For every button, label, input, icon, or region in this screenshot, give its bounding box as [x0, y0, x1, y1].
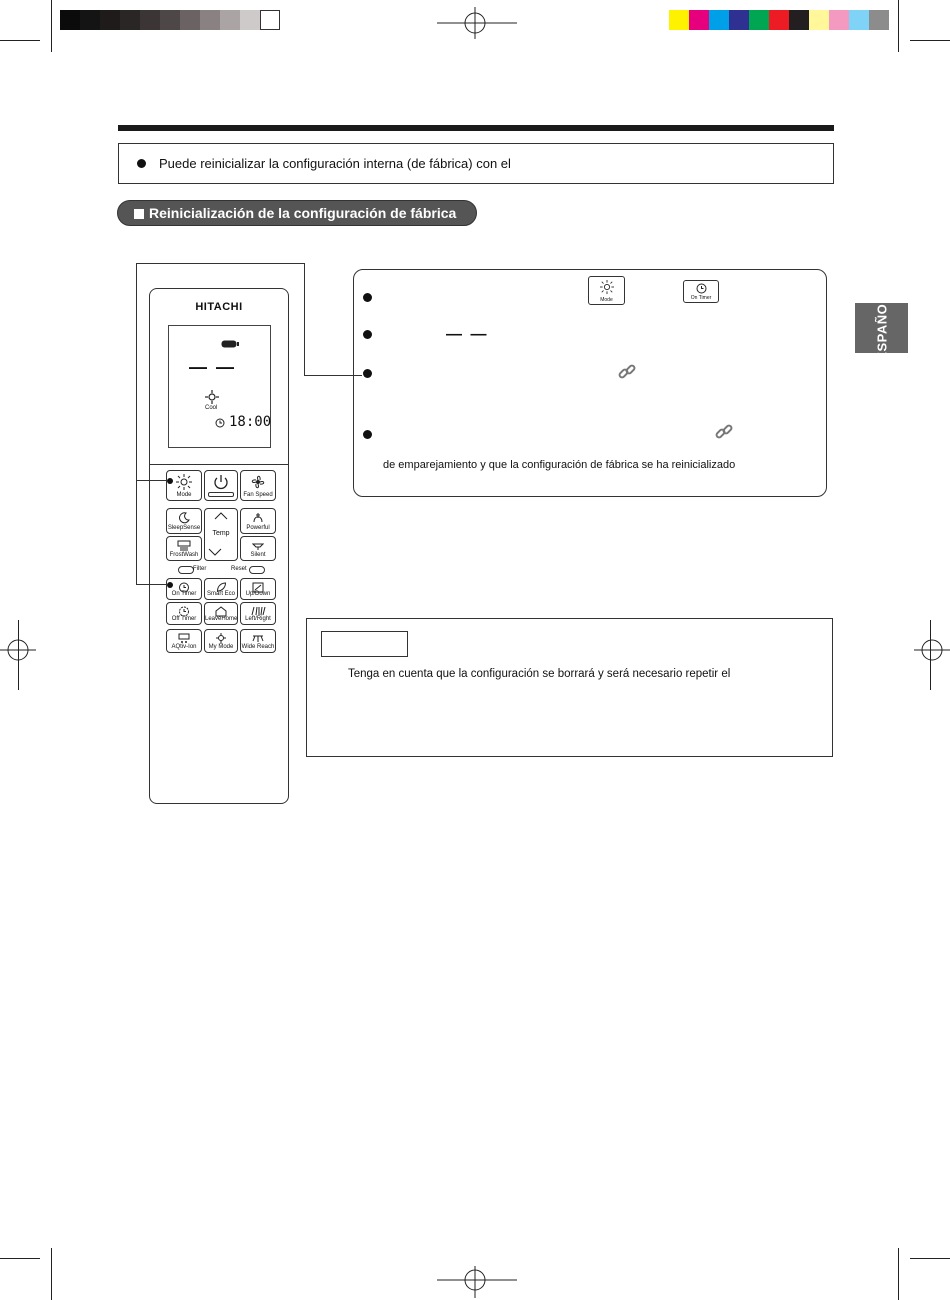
bullet-icon	[363, 430, 372, 439]
cool-mode-icon	[205, 390, 219, 404]
powerful-label: Powerful	[246, 525, 270, 531]
timer-icon	[696, 283, 707, 294]
connector-line	[136, 263, 304, 264]
louver-lr-icon	[250, 606, 266, 616]
my-mode-button[interactable]	[204, 629, 238, 653]
link-icon	[714, 422, 734, 442]
left-right-button[interactable]	[240, 602, 276, 625]
gray-swatch	[220, 10, 240, 30]
up-down-label: Up/Down	[245, 591, 271, 597]
section-title	[117, 200, 477, 226]
registration-target-icon	[437, 7, 517, 39]
aqtiv-ion-button[interactable]	[166, 629, 202, 653]
wide-reach-icon	[251, 633, 265, 644]
remote-display	[168, 325, 271, 448]
mode-key-label: Mode	[600, 297, 613, 303]
gray-swatch	[260, 10, 280, 30]
power-bar	[208, 492, 234, 497]
color-swatch	[669, 10, 689, 30]
info-text: Puede reinicializar la configuración interna (de fábrica) con el	[159, 156, 511, 171]
reset-button[interactable]	[249, 566, 265, 574]
wide-reach-button[interactable]	[240, 629, 276, 653]
note-label-box	[321, 631, 408, 657]
leave-home-button[interactable]	[204, 602, 238, 625]
color-swatch	[789, 10, 809, 30]
bullet-icon	[167, 582, 173, 588]
connector-line	[304, 263, 305, 375]
mode-key-icon	[588, 276, 625, 305]
frost-wash-button[interactable]	[166, 536, 202, 561]
color-swatch	[689, 10, 709, 30]
on-timer-key-label: On Timer	[690, 295, 712, 301]
ion-icon	[178, 633, 190, 644]
dash-symbol: — —	[446, 326, 489, 343]
square-icon	[134, 209, 144, 219]
frost-wash-icon	[177, 540, 191, 551]
mode-button[interactable]	[166, 470, 202, 501]
connector-line	[136, 263, 137, 584]
moon-icon	[178, 512, 190, 524]
color-swatch	[869, 10, 889, 30]
display-mode-text: Cool	[205, 405, 218, 411]
sleep-sense-label: SleepSense	[167, 525, 201, 531]
remote-control	[149, 288, 289, 804]
gray-swatch	[60, 10, 80, 30]
color-swatch	[769, 10, 789, 30]
filter-label: Filter	[193, 566, 207, 572]
silent-icon	[252, 540, 264, 551]
gray-swatch	[80, 10, 100, 30]
battery-icon	[221, 340, 239, 348]
fan-icon	[250, 474, 266, 490]
crop-mark	[898, 1248, 899, 1300]
note-box	[306, 618, 833, 757]
gray-swatch	[160, 10, 180, 30]
fan-speed-button[interactable]	[240, 470, 276, 501]
section-title-text: Reinicialización de la configuración de fábrica	[149, 205, 457, 221]
on-timer-key-icon	[683, 280, 719, 303]
clock-icon	[215, 418, 225, 428]
mode-label: Mode	[176, 492, 192, 498]
off-timer-button[interactable]	[166, 602, 202, 625]
sleep-sense-button[interactable]	[166, 508, 202, 534]
off-timer-label: Off Timer	[171, 616, 197, 622]
gray-swatch	[100, 10, 120, 30]
bullet-icon	[363, 293, 372, 302]
aqtiv-ion-label: AQtiv-Ion	[171, 644, 197, 650]
crop-mark	[898, 0, 899, 52]
section-rule	[118, 125, 834, 131]
leave-home-label: LeaveHome	[205, 616, 238, 622]
up-down-button[interactable]	[240, 578, 276, 600]
fan-speed-label: Fan Speed	[243, 492, 273, 498]
crop-mark	[0, 1258, 40, 1259]
temp-label: Temp	[212, 530, 230, 537]
color-swatch	[729, 10, 749, 30]
gray-swatch	[240, 10, 260, 30]
bullet-icon	[137, 159, 146, 168]
reset-label: Reset	[231, 566, 247, 572]
registration-target-icon	[914, 634, 950, 666]
power-button[interactable]	[204, 470, 238, 501]
wide-reach-label: Wide Reach	[241, 644, 275, 650]
filter-button[interactable]	[178, 566, 194, 574]
chevron-up-icon	[214, 512, 228, 520]
silent-label: Silent	[250, 552, 266, 558]
smart-eco-label: Smart Eco	[206, 591, 235, 597]
sun-icon	[176, 474, 192, 490]
registration-target-icon	[0, 634, 36, 666]
color-swatch	[809, 10, 829, 30]
display-dash: — —	[189, 357, 237, 377]
gray-swatch	[120, 10, 140, 30]
on-timer-label: On Timer	[171, 591, 197, 597]
bullet-icon	[363, 369, 372, 378]
gray-swatch	[200, 10, 220, 30]
color-swatch	[749, 10, 769, 30]
crop-mark	[910, 40, 950, 41]
crop-mark	[0, 40, 40, 41]
registration-target-icon	[437, 1266, 517, 1298]
note-text: Tenga en cuenta que la configuración se borrará y será necesario repetir el	[348, 668, 731, 680]
temp-button[interactable]	[204, 508, 238, 561]
left-right-label: Left/Right	[245, 616, 271, 622]
callout-text-line: de emparejamiento y que la configuración de fábrica se ha reinicializado	[383, 459, 736, 471]
frost-wash-label: FrostWash	[169, 552, 199, 558]
color-swatch	[709, 10, 729, 30]
bullet-icon	[167, 478, 173, 484]
link-icon	[617, 362, 637, 382]
crop-mark	[51, 1248, 52, 1300]
instruction-callout	[353, 269, 827, 497]
language-tab-label: ESPAÑOL	[874, 295, 889, 361]
my-mode-icon	[215, 633, 227, 644]
crop-mark	[910, 1258, 950, 1259]
powerful-icon	[252, 512, 264, 524]
display-time: 18:00	[229, 414, 272, 430]
crop-mark	[51, 0, 52, 52]
silent-button[interactable]	[240, 536, 276, 561]
gray-swatch	[140, 10, 160, 30]
on-timer-button[interactable]	[166, 578, 202, 600]
bullet-icon	[363, 330, 372, 339]
info-box	[118, 143, 834, 184]
my-mode-label: My Mode	[208, 644, 234, 650]
remote-brand: HITACHI	[195, 301, 243, 313]
color-swatch	[849, 10, 869, 30]
smart-eco-button[interactable]	[204, 578, 238, 600]
sun-icon	[600, 280, 614, 294]
powerful-button[interactable]	[240, 508, 276, 534]
color-swatch	[829, 10, 849, 30]
language-tab	[855, 295, 908, 361]
chevron-down-icon	[208, 548, 222, 556]
power-icon	[213, 474, 229, 490]
gray-swatch	[180, 10, 200, 30]
remote-divider	[150, 464, 288, 465]
